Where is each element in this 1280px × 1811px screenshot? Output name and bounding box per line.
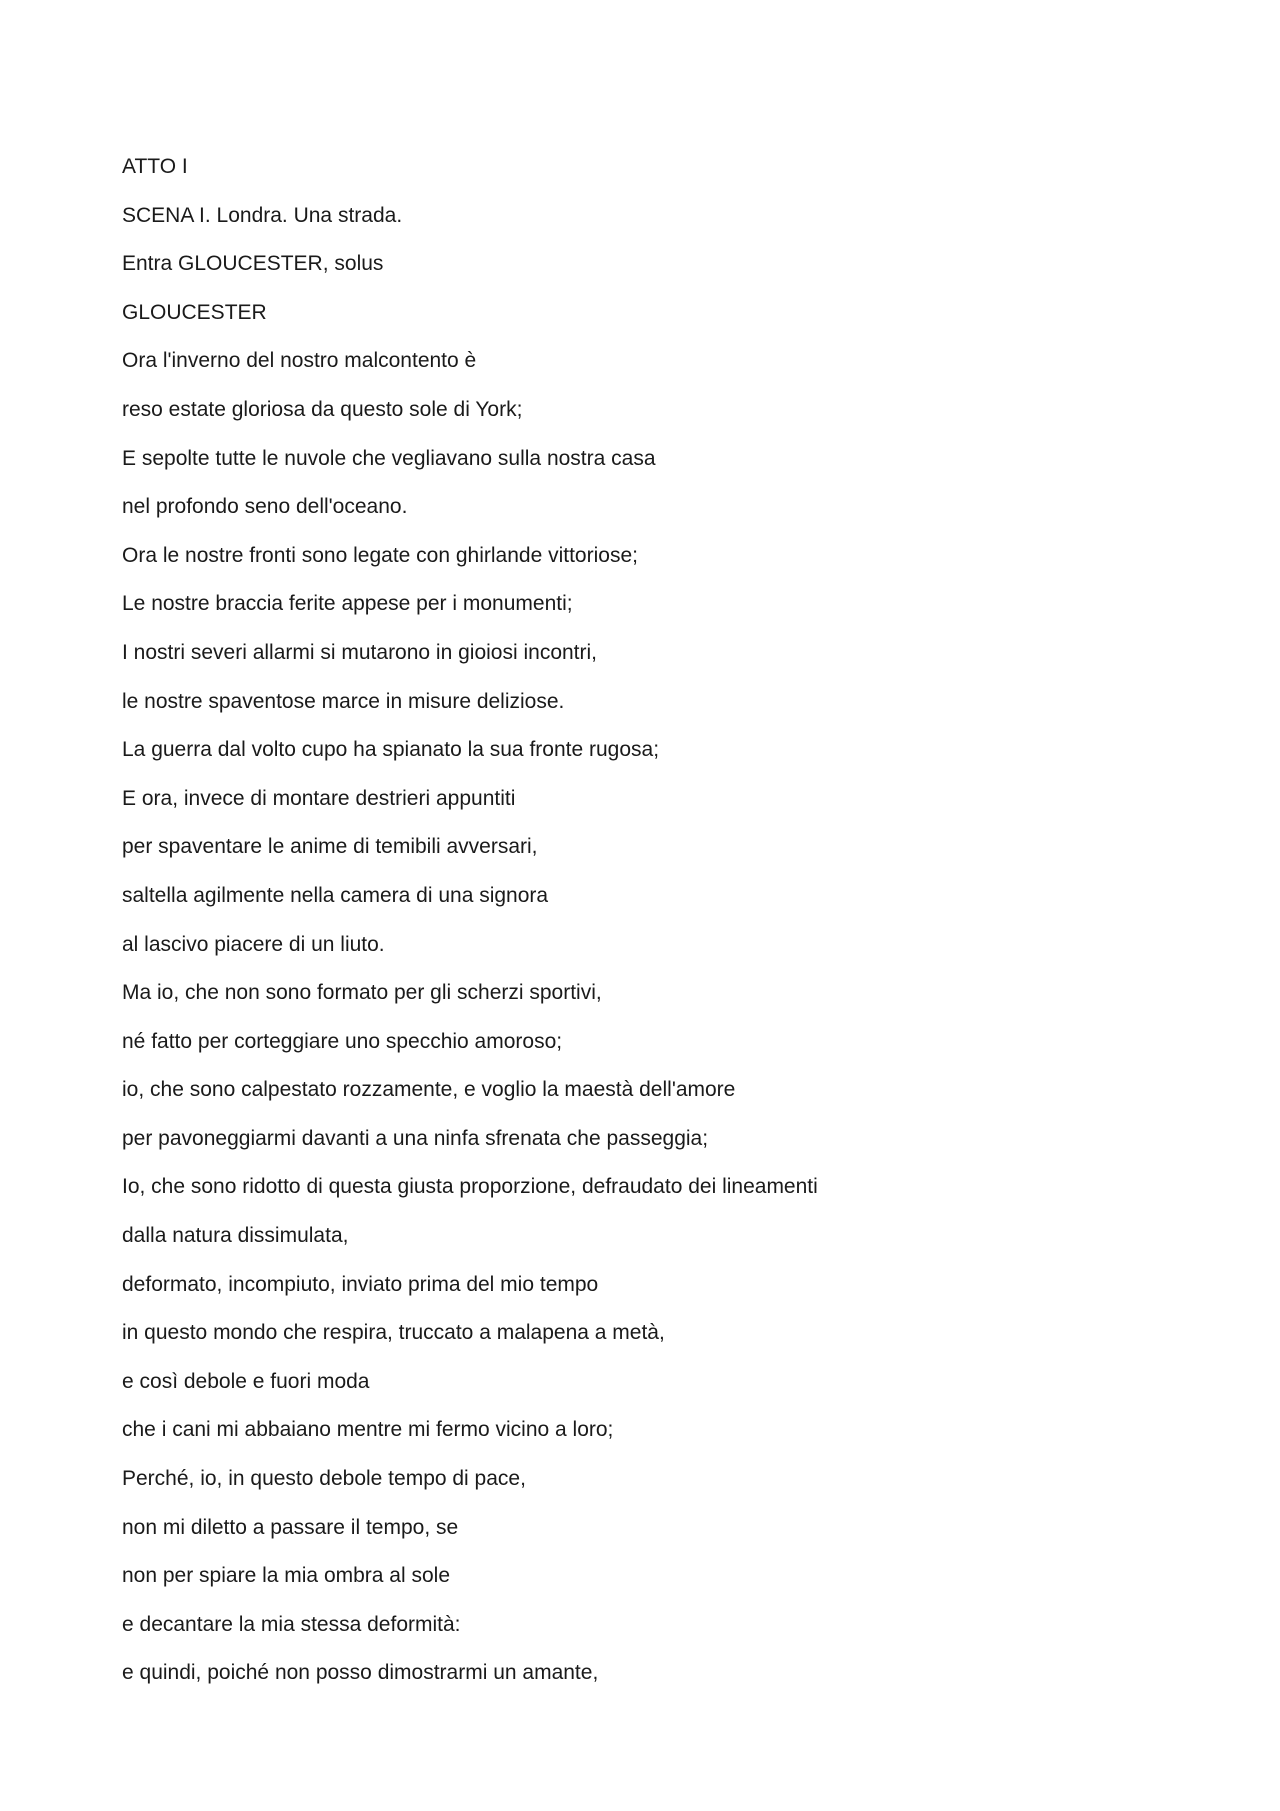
speaker-name: GLOUCESTER: [122, 300, 267, 324]
verse-line: che i cani mi abbaiano mentre mi fermo vicino a loro;: [122, 1418, 614, 1442]
verse-line: dalla natura dissimulata,: [122, 1224, 349, 1248]
verse-line: le nostre spaventose marce in misure deliziose.: [122, 689, 565, 713]
verse-line: e decantare la mia stessa deformità:: [122, 1612, 461, 1636]
verse-line: Ma io, che non sono formato per gli scherzi sportivi,: [122, 981, 602, 1005]
stage-direction: Entra GLOUCESTER, solus: [122, 252, 384, 276]
act-heading: ATTO I: [122, 155, 188, 178]
verse-line: per pavoneggiarmi davanti a una ninfa sfrenata che passeggia;: [122, 1126, 709, 1150]
verse-line: per spaventare le anime di temibili avversari,: [122, 835, 538, 859]
verse-line: e così debole e fuori moda: [122, 1369, 370, 1393]
verse-line: E ora, invece di montare destrieri appuntiti: [122, 786, 516, 810]
verse-line: in questo mondo che respira, truccato a malapena a metà,: [122, 1321, 665, 1345]
verse-line: io, che sono calpestato rozzamente, e voglio la maestà dell'amore: [122, 1078, 736, 1102]
scene-heading: SCENA I. Londra. Una strada.: [122, 203, 403, 227]
verse-line: reso estate gloriosa da questo sole di York;: [122, 397, 523, 421]
verse-line: Perché, io, in questo debole tempo di pace,: [122, 1467, 526, 1491]
verse-line: Ora le nostre fronti sono legate con ghirlande vittoriose;: [122, 543, 638, 567]
verse-line: I nostri severi allarmi si mutarono in gioiosi incontri,: [122, 640, 598, 664]
verse-line: Le nostre braccia ferite appese per i monumenti;: [122, 592, 573, 616]
verse-line: E sepolte tutte le nuvole che vegliavano sulla nostra casa: [122, 446, 656, 470]
verse-line: e quindi, poiché non posso dimostrarmi un amante,: [122, 1661, 599, 1685]
verse-line: al lascivo piacere di un liuto.: [122, 932, 385, 956]
verse-line: deformato, incompiuto, inviato prima del mio tempo: [122, 1272, 599, 1296]
verse-line: non per spiare la mia ombra al sole: [122, 1564, 451, 1588]
verse-line: La guerra dal volto cupo ha spianato la sua fronte rugosa;: [122, 738, 660, 762]
verse-line: Io, che sono ridotto di questa giusta proporzione, defraudato dei lineamenti: [122, 1175, 818, 1199]
verse-line: non mi diletto a passare il tempo, se: [122, 1515, 459, 1539]
verse-line: né fatto per corteggiare uno specchio amoroso;: [122, 1029, 563, 1053]
document-body: [122, 154, 1172, 1709]
verse-line: nel profondo seno dell'oceano.: [122, 495, 408, 519]
verse-line: saltella agilmente nella camera di una signora: [122, 883, 549, 907]
verse-line: Ora l'inverno del nostro malcontento è: [122, 349, 477, 373]
